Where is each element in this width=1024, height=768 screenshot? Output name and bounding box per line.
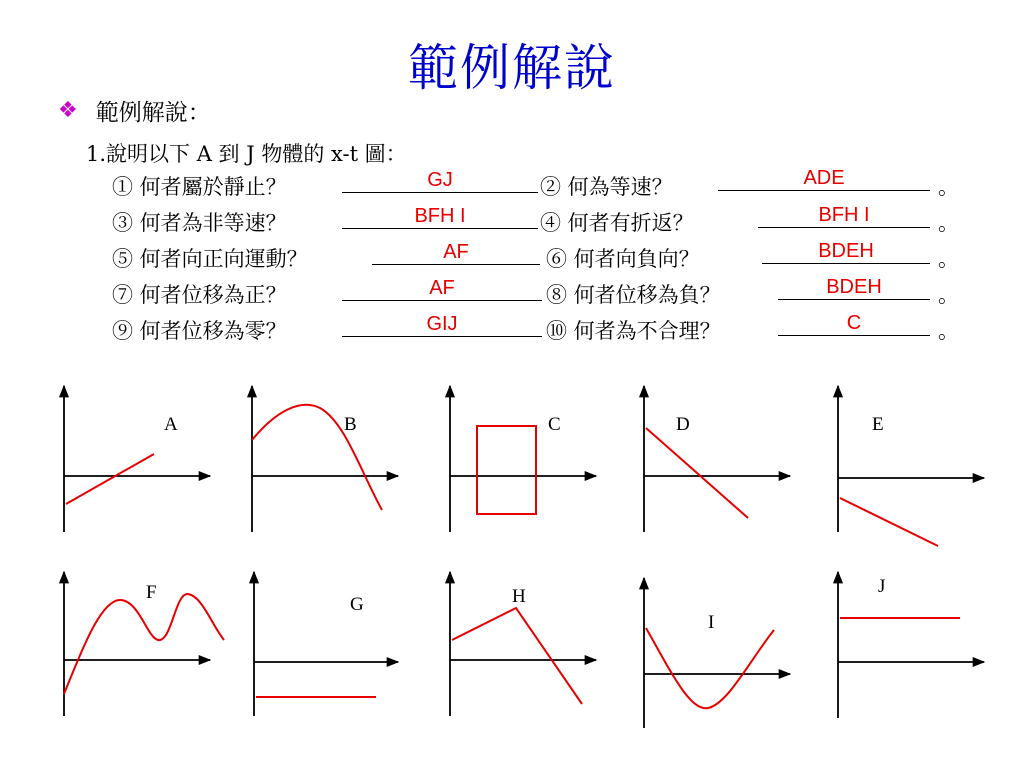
- graph-h-curve: [452, 608, 582, 704]
- question-10: ⑩ 何者為不合理？: [546, 319, 721, 343]
- answer-1: GJ: [342, 170, 538, 193]
- graph-i-curve: [646, 628, 774, 708]
- graph-i: [644, 578, 790, 728]
- graph-i-label: I: [708, 612, 715, 633]
- question-6: ⑥ 何者向負向？: [546, 247, 700, 271]
- end-mark-2: 。: [938, 211, 959, 235]
- answer-7: AF: [342, 278, 542, 301]
- graph-f-curve: [64, 594, 224, 694]
- graph-b-curve: [252, 405, 382, 510]
- graph-c-label: C: [548, 414, 561, 435]
- answer-3: BFH I: [342, 206, 538, 229]
- graph-b-label: B: [344, 414, 357, 435]
- graph-f: [64, 572, 224, 716]
- page-title: 範例解說: [408, 39, 616, 97]
- graph-b: [252, 386, 398, 532]
- answer-5: AF: [372, 242, 540, 265]
- question-3: ③ 何者為非等速？: [112, 211, 287, 235]
- graph-j: [838, 572, 984, 718]
- graph-d-curve: [646, 428, 748, 518]
- graph-c: [450, 386, 596, 532]
- graph-e-curve: [840, 498, 938, 546]
- graph-g-label: G: [350, 594, 364, 615]
- graph-h-label: H: [512, 586, 526, 607]
- answer-4: BFH I: [758, 205, 930, 228]
- graph-a-curve: [66, 454, 154, 504]
- end-mark-4: 。: [938, 283, 959, 307]
- graph-c-curve: [477, 426, 536, 514]
- graph-a-label: A: [164, 414, 178, 435]
- question-7: ⑦ 何者位移為正？: [112, 283, 287, 307]
- bullet-text: 範例解說：: [95, 100, 211, 126]
- end-mark-3: 。: [938, 247, 959, 271]
- graph-d-label: D: [676, 414, 690, 435]
- question-5: ⑤ 何者向正向運動？: [112, 247, 308, 271]
- end-mark-5: 。: [938, 319, 959, 343]
- answer-8: BDEH: [778, 277, 930, 300]
- question-9: ⑨ 何者位移為零？: [112, 319, 287, 343]
- graph-d: [644, 386, 790, 532]
- question-4: ④ 何者有折返？: [540, 211, 694, 235]
- graph-f-label: F: [146, 582, 157, 603]
- question-heading: 1.說明以下 A 到 J 物體的 x-t 圖：: [86, 142, 407, 166]
- diamond-bullet-icon: ❖: [58, 98, 78, 123]
- question-1: ① 何者屬於靜止？: [112, 175, 287, 199]
- graph-a: [64, 386, 210, 532]
- end-mark-1: 。: [938, 175, 959, 199]
- answer-10: C: [778, 313, 930, 336]
- answer-2: ADE: [718, 168, 930, 191]
- graph-g: [254, 572, 398, 716]
- graph-e-label: E: [872, 414, 884, 435]
- graph-e: [838, 386, 984, 546]
- graph-j-label: J: [878, 576, 886, 597]
- question-8: ⑧ 何者位移為負？: [546, 283, 721, 307]
- graph-h: [450, 572, 596, 716]
- answer-9: GIJ: [342, 314, 542, 337]
- answer-6: BDEH: [762, 241, 930, 264]
- question-2: ② 何為等速？: [540, 175, 673, 199]
